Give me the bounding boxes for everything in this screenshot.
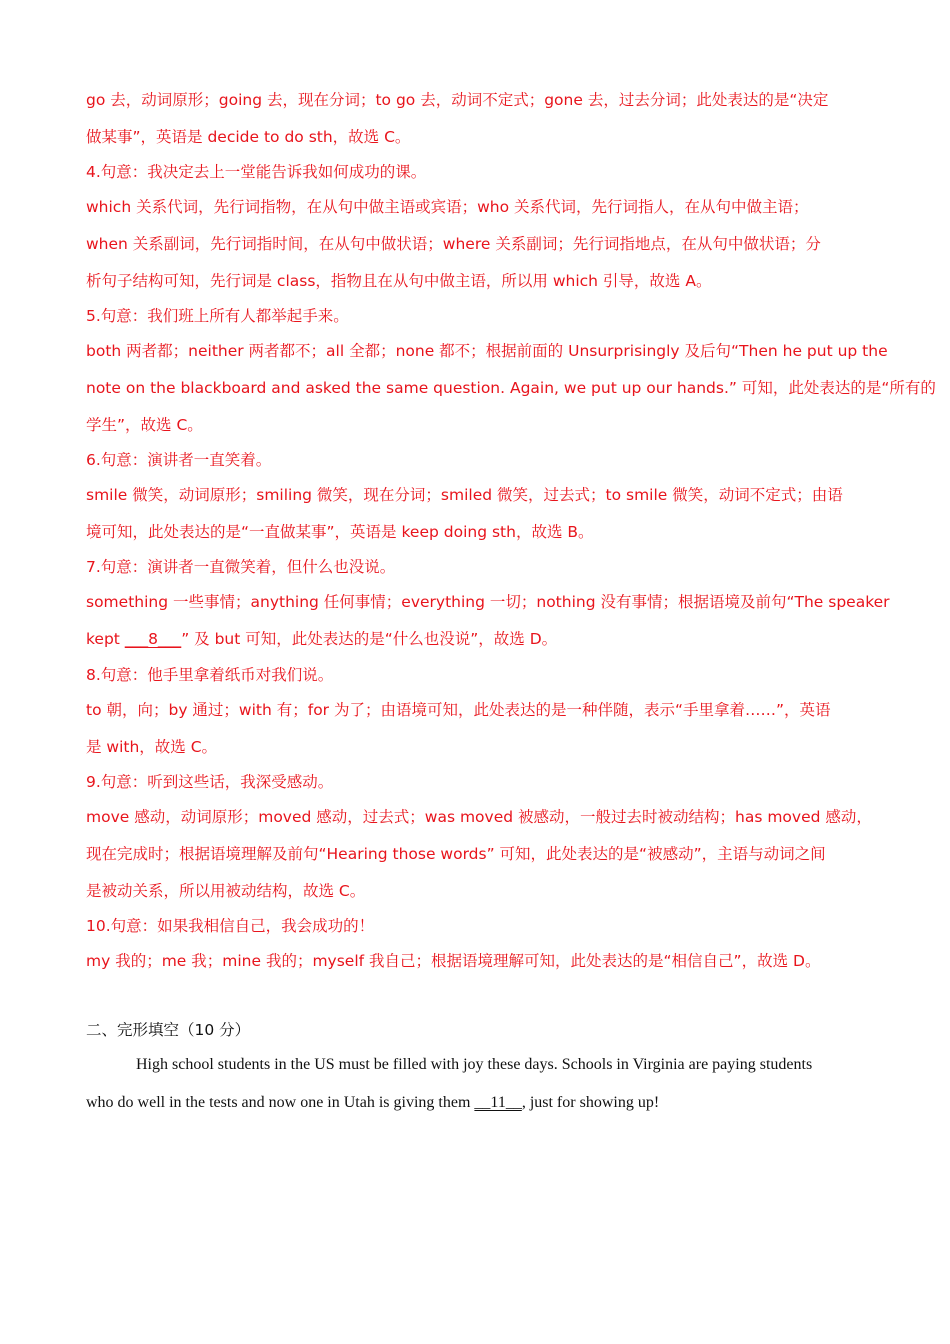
explanation-line: go 去，动词原形；going 去，现在分词；to go 去，动词不定式；gone 去，过去分词；此处表达的是“决定 (86, 91, 829, 109)
explanation-line: my 我的；me 我；mine 我的；myself 我自己；根据语境理解可知，此处表达的是“相信自己”，故选 D。 (86, 952, 821, 970)
section-heading: 二、完形填空（10 分） (86, 1021, 251, 1039)
explanation-line: smile 微笑，动词原形；smiling 微笑，现在分词；smiled 微笑，过去式；to smile 微笑，动词不定式；由语 (86, 486, 843, 504)
explanation-line: 9.句意：听到这些话，我深受感动。 (86, 773, 334, 791)
explanation-line: 7.句意：演讲者一直微笑着，但什么也没说。 (86, 558, 396, 576)
explanation-line: 8.句意：他手里拿着纸币对我们说。 (86, 666, 334, 684)
explanation-line: which 关系代词，先行词指物，在从句中做主语或宾语；who 关系代词，先行词指人，在从句中做主语； (86, 198, 809, 216)
explanation-line: 析句子结构可知，先行词是 class，指物且在从句中做主语，所以用 which 引导，故选 A。 (86, 272, 712, 290)
passage-line-1: High school students in the US must be filled with joy these days. Schools in Virginia are paying students (136, 1056, 813, 1073)
explanation-line: 6.句意：演讲者一直笑着。 (86, 451, 272, 469)
q7-explanation-line-2 (86, 628, 557, 650)
text-prefix: kept (86, 630, 125, 648)
passage-line-2 (86, 1092, 659, 1114)
explanation-line: to 朝，向；by 通过；with 有；for 为了；由语境可知，此处表达的是一种伴随，表示“手里拿着……”，英语 (86, 701, 831, 719)
explanation-line: when 关系副词，先行词指时间，在从句中做状语；where 关系副词；先行词指地点，在从句中做状语；分 (86, 235, 821, 253)
explanation-line: 5.句意：我们班上所有人都举起手来。 (86, 307, 349, 325)
explanation-line: something 一些事情；anything 任何事情；everything 一切；nothing 没有事情；根据语境及前句“The speaker (86, 593, 890, 611)
blank-11: __11__ (474, 1094, 522, 1111)
text-suffix: , just for showing up! (521, 1094, 660, 1111)
text-prefix: who do well in the tests and now one in Utah is giving them (86, 1094, 475, 1111)
explanation-line: 是被动关系，所以用被动结构，故选 C。 (86, 882, 366, 900)
explanation-line: 4.句意：我决定去上一堂能告诉我如何成功的课。 (86, 163, 427, 181)
blank-8: ___8___ (124, 630, 182, 648)
explanation-line: both 两者都；neither 两者都不；all 全都；none 都不；根据前面的 Unsurprisingly 及后句“Then he put up the (86, 342, 888, 360)
explanation-line: 学生”，故选 C。 (86, 416, 203, 434)
explanation-line: 现在完成时；根据语境理解及前句“Hearing those words” 可知，此处表达的是“被感动”，主语与动词之间 (86, 845, 826, 863)
text-suffix: ” 及 but 可知，此处表达的是“什么也没说”，故选 D。 (181, 630, 558, 648)
explanation-line: 10.句意：如果我相信自己，我会成功的！ (86, 917, 375, 935)
explanation-line: 做某事”，英语是 decide to do sth，故选 C。 (86, 128, 411, 146)
explanation-line: move 感动，动词原形；moved 感动，过去式；was moved 被感动，一般过去时被动结构；has moved 感动， (86, 808, 872, 826)
explanation-line: note on the blackboard and asked the same question. Again, we put up our hands.” 可知，此处表达的是“所有的 (86, 379, 936, 397)
explanation-line: 境可知，此处表达的是“一直做某事”，英语是 keep doing sth，故选 B。 (86, 523, 594, 541)
explanation-line: 是 with，故选 C。 (86, 738, 218, 756)
